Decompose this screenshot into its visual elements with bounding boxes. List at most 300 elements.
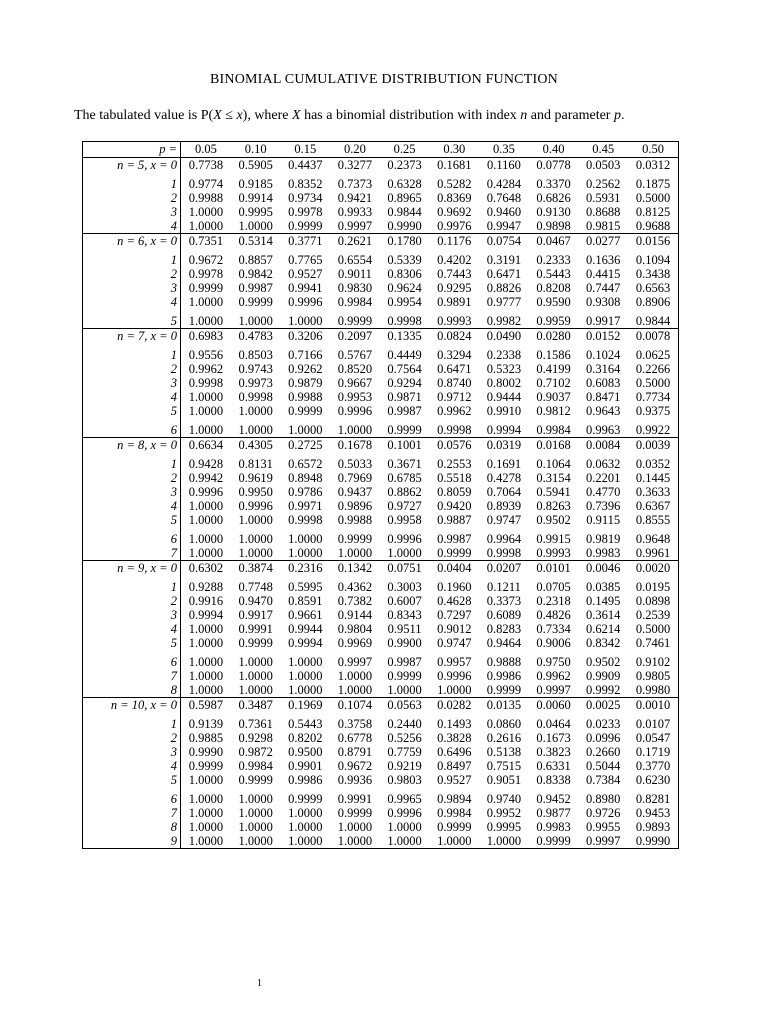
table-cell: 0.9750 (536, 654, 571, 669)
table-cell: 0.9999 (387, 422, 422, 437)
table-cell: 1.0000 (387, 545, 422, 560)
row-label: 1 (83, 172, 181, 191)
table-cell: 0.9996 (337, 403, 373, 418)
table-cell: 0.9991 (238, 621, 273, 636)
table-cell: 0.9891 (437, 294, 472, 309)
table-cell: 1.0000 (238, 531, 273, 546)
table-cell: 0.7102 (536, 375, 571, 390)
table-cell: 0.9740 (486, 791, 522, 806)
table-cell: 0.9965 (387, 791, 422, 806)
table-cell: 0.9844 (635, 313, 671, 328)
table-row (83, 172, 679, 191)
table-cell: 1.0000 (238, 422, 273, 437)
table-cell: 0.7064 (486, 484, 522, 499)
table-cell: 0.7396 (586, 498, 621, 513)
header-p-value: 0.35 (479, 142, 529, 158)
table-cell: 0.9777 (486, 294, 522, 309)
table-cell: 0.9896 (337, 498, 373, 513)
table-cell: 0.3003 (387, 579, 422, 594)
row-label: 5 (83, 773, 181, 787)
table-cell: 1.0000 (288, 545, 323, 560)
table-cell: 0.0705 (536, 579, 571, 594)
row-label: 3 (83, 485, 181, 499)
table-row (83, 622, 679, 636)
table-cell: 0.7738 (181, 158, 231, 173)
table-row (83, 390, 679, 404)
table-cell: 0.6554 (337, 252, 373, 267)
table-cell: 0.0195 (635, 579, 671, 594)
table-cell: 0.3823 (536, 744, 571, 759)
table-cell: 0.9898 (536, 218, 571, 233)
table-cell: 0.9922 (635, 422, 671, 437)
table-cell: 0.0754 (479, 234, 529, 249)
table-cell: 0.1094 (635, 252, 671, 267)
table-cell: 1.0000 (330, 834, 380, 849)
table-cell: 0.9987 (387, 403, 422, 418)
table-cell: 0.9997 (337, 218, 373, 233)
table-cell: 1.0000 (188, 422, 224, 437)
table-cell: 0.3294 (437, 347, 472, 362)
table-cell: 0.0025 (578, 698, 628, 713)
table-cell: 0.0282 (429, 698, 479, 713)
table-cell: 0.9887 (437, 512, 472, 527)
intro-part6: . (620, 108, 625, 123)
table-cell: 0.9747 (437, 635, 472, 650)
table-cell: 0.9803 (387, 772, 422, 787)
table-cell: 0.9988 (288, 389, 323, 404)
table-cell: 0.6563 (635, 280, 671, 295)
table-cell: 0.2616 (486, 730, 522, 745)
table-cell: 0.1176 (429, 234, 479, 249)
table-cell: 0.7515 (486, 758, 522, 773)
table-cell: 1.0000 (188, 531, 224, 546)
table-cell: 0.0101 (529, 561, 579, 576)
table-cell: 0.3828 (437, 730, 472, 745)
intro-part2: ≤ (221, 108, 237, 123)
table-row (83, 773, 679, 787)
table-cell: 0.0860 (486, 716, 522, 731)
table-cell: 0.8343 (387, 607, 422, 622)
table-cell: 0.8352 (288, 176, 323, 191)
table-cell: 0.9988 (337, 512, 373, 527)
table-cell: 0.0385 (586, 579, 621, 594)
table-cell: 0.4199 (536, 361, 571, 376)
table-cell: 0.5000 (635, 375, 671, 390)
table-cell: 0.9997 (536, 682, 571, 697)
table-cell: 0.8471 (586, 389, 621, 404)
row-label: 3 (83, 745, 181, 759)
table-cell: 0.9999 (529, 834, 579, 849)
table-row (83, 485, 679, 499)
intro-part1: The tabulated value is P( (74, 108, 214, 123)
table-cell: 0.9804 (337, 621, 373, 636)
table-cell: 0.1211 (486, 579, 521, 594)
table-cell: 0.0404 (429, 561, 479, 576)
table-cell: 0.6634 (181, 438, 231, 453)
intro-var-X: X (213, 108, 222, 123)
table-cell: 0.0078 (628, 329, 678, 344)
table-cell: 0.0277 (578, 234, 628, 249)
header-p-value: 0.20 (330, 142, 380, 158)
table-cell: 0.9051 (486, 772, 522, 787)
table-cell: 0.6778 (337, 730, 373, 745)
table-cell: 1.0000 (280, 834, 330, 849)
table-cell: 0.1493 (437, 716, 472, 731)
table-row (83, 438, 679, 453)
table-row (83, 683, 679, 698)
table-cell: 0.6083 (586, 375, 621, 390)
table-cell: 0.6826 (536, 190, 571, 205)
table-cell: 1.0000 (288, 313, 323, 328)
table-cell: 0.4449 (387, 347, 422, 362)
table-cell: 0.9812 (536, 403, 571, 418)
row-label: 7 (83, 546, 181, 561)
table-cell: 0.9774 (188, 176, 224, 191)
table-cell: 1.0000 (437, 682, 472, 697)
row-label: 1 (83, 712, 181, 731)
table-cell: 0.9672 (337, 758, 373, 773)
table-cell: 0.9999 (238, 635, 273, 650)
table-cell: 0.8939 (486, 498, 522, 513)
table-cell: 0.3770 (635, 758, 671, 773)
table-cell: 0.3277 (330, 158, 380, 173)
table-cell: 0.9994 (188, 607, 224, 622)
table-cell: 1.0000 (387, 819, 422, 834)
table-cell: 0.9786 (288, 484, 323, 499)
table-cell: 0.4628 (437, 593, 472, 608)
table-cell: 0.9917 (238, 607, 273, 622)
table-cell: 0.9421 (337, 190, 373, 205)
table-cell: 1.0000 (288, 654, 323, 669)
table-cell: 0.9037 (536, 389, 571, 404)
table-cell: 0.9986 (486, 668, 522, 683)
table-cell: 0.1678 (330, 438, 380, 453)
table-cell: 0.1024 (586, 347, 621, 362)
table-cell: 0.5518 (437, 470, 472, 485)
row-label: 4 (83, 390, 181, 404)
header-row (83, 142, 679, 158)
table-cell: 0.0751 (380, 561, 430, 576)
row-label: n = 8, x = 0 (83, 438, 181, 453)
table-cell: 0.9288 (188, 579, 224, 594)
table-cell: 0.9997 (337, 654, 373, 669)
header-p-value: 0.25 (380, 142, 430, 158)
row-label: 8 (83, 820, 181, 834)
table-cell: 0.9914 (238, 190, 273, 205)
table-cell: 0.2660 (586, 744, 621, 759)
table-row (83, 267, 679, 281)
table-cell: 0.9842 (238, 266, 273, 281)
table-cell: 0.8263 (536, 498, 571, 513)
table-cell: 0.9987 (437, 531, 472, 546)
row-label: 4 (83, 219, 181, 234)
table-cell: 0.9999 (188, 280, 224, 295)
table-cell: 0.9805 (635, 668, 671, 683)
table-cell: 1.0000 (188, 654, 224, 669)
table-cell: 0.9984 (536, 422, 571, 437)
table-cell: 0.7765 (288, 252, 323, 267)
table-cell: 0.1719 (635, 744, 671, 759)
table-cell: 1.0000 (188, 819, 224, 834)
table-cell: 0.5000 (635, 621, 671, 636)
table-cell: 0.9978 (188, 266, 224, 281)
table-cell: 0.9997 (578, 834, 628, 849)
table-cell: 0.9452 (536, 791, 571, 806)
row-label: 1 (83, 452, 181, 471)
table-cell: 0.7748 (238, 579, 273, 594)
table-cell: 0.8306 (387, 266, 422, 281)
table-cell: 1.0000 (188, 498, 224, 513)
table-cell: 0.9375 (635, 403, 671, 418)
table-cell: 0.9994 (288, 635, 323, 650)
table-cell: 0.0280 (529, 329, 579, 344)
table-row (83, 471, 679, 485)
table-cell: 0.1673 (536, 730, 571, 745)
table-cell: 0.9962 (437, 403, 472, 418)
table-cell: 0.6230 (635, 772, 671, 787)
table-cell: 0.9936 (337, 772, 373, 787)
table-cell: 1.0000 (337, 668, 373, 683)
table-cell: 0.9980 (635, 682, 671, 697)
table-cell: 1.0000 (337, 819, 373, 834)
table-row (83, 158, 679, 173)
row-label: 6 (83, 418, 181, 438)
table-cell: 0.8059 (437, 484, 472, 499)
table-cell: 0.9115 (586, 512, 621, 527)
row-label: 6 (83, 527, 181, 546)
table-cell: 1.0000 (188, 668, 224, 683)
table-row (83, 404, 679, 418)
table-cell: 0.9734 (288, 190, 323, 205)
row-label: 2 (83, 267, 181, 281)
table-cell: 0.9643 (586, 403, 621, 418)
table-cell: 0.9877 (536, 805, 571, 820)
row-label: 4 (83, 622, 181, 636)
row-label: 5 (83, 513, 181, 527)
table-cell: 0.9984 (337, 294, 373, 309)
table-cell: 0.9995 (238, 204, 273, 219)
table-cell: 1.0000 (238, 682, 273, 697)
table-cell: 0.9990 (628, 834, 678, 849)
table-cell: 0.0046 (578, 561, 628, 576)
table-cell: 1.0000 (181, 834, 231, 849)
table-cell: 0.5443 (288, 716, 323, 731)
table-cell: 0.9420 (437, 498, 472, 513)
table-cell: 0.9952 (486, 805, 522, 820)
table-cell: 0.9996 (437, 668, 472, 683)
table-cell: 0.8965 (387, 190, 422, 205)
row-label: 2 (83, 731, 181, 745)
intro-part4: has a binomial distribution with index (300, 108, 521, 123)
table-cell: 0.7461 (635, 635, 671, 650)
table-cell: 0.9692 (437, 204, 472, 219)
table-cell: 1.0000 (188, 805, 224, 820)
row-label: n = 7, x = 0 (83, 329, 181, 344)
table-cell: 0.9500 (288, 744, 323, 759)
table-row (83, 608, 679, 622)
table-cell: 0.9999 (337, 531, 373, 546)
table-row (83, 669, 679, 683)
table-cell: 0.0084 (578, 438, 628, 453)
table-cell: 0.2318 (536, 593, 571, 608)
table-cell: 0.5443 (536, 266, 571, 281)
table-row (83, 362, 679, 376)
table-cell: 0.0503 (578, 158, 628, 173)
table-cell: 0.3370 (536, 176, 571, 191)
table-cell: 0.9527 (288, 266, 323, 281)
table-cell: 0.3206 (280, 329, 330, 344)
table-cell: 0.4362 (337, 579, 373, 594)
table-cell: 1.0000 (288, 819, 323, 834)
table-cell: 0.9998 (387, 313, 422, 328)
row-label: n = 10, x = 0 (83, 698, 181, 713)
table-cell: 0.9999 (486, 682, 522, 697)
table-cell: 0.7443 (437, 266, 472, 281)
table-cell: 0.5941 (536, 484, 571, 499)
table-cell: 0.9185 (238, 176, 273, 191)
table-cell: 0.9984 (238, 758, 273, 773)
row-label: 3 (83, 376, 181, 390)
row-label: 3 (83, 205, 181, 219)
table-cell: 0.0233 (586, 716, 621, 731)
table-cell: 0.0576 (429, 438, 479, 453)
table-cell: 0.9954 (387, 294, 422, 309)
table-cell: 0.9667 (337, 375, 373, 390)
binomial-cdf-table (82, 141, 679, 849)
table-cell: 0.9815 (586, 218, 621, 233)
table-cell: 0.9893 (635, 819, 671, 834)
table-cell: 0.8520 (337, 361, 373, 376)
table-cell: 0.9963 (586, 422, 621, 437)
table-cell: 0.9624 (387, 280, 422, 295)
table-cell: 0.9998 (188, 375, 224, 390)
table-cell: 0.9999 (288, 403, 323, 418)
table-cell: 0.9437 (337, 484, 373, 499)
table-cell: 0.0464 (536, 716, 571, 731)
row-label: 9 (83, 834, 181, 849)
row-label: n = 6, x = 0 (83, 234, 181, 249)
table-cell: 0.9006 (536, 635, 571, 650)
table-row (83, 452, 679, 471)
table-cell: 0.9294 (387, 375, 422, 390)
table-cell: 0.9102 (635, 654, 671, 669)
row-label: 6 (83, 650, 181, 669)
table-cell: 0.9962 (536, 668, 571, 683)
table-cell: 0.5138 (486, 744, 522, 759)
table-cell: 0.9998 (238, 389, 273, 404)
table-cell: 0.9983 (536, 819, 571, 834)
table-cell: 0.0824 (429, 329, 479, 344)
table-row (83, 834, 679, 849)
table-row (83, 513, 679, 527)
row-label: 2 (83, 594, 181, 608)
table-cell: 0.9894 (437, 791, 472, 806)
table-cell: 0.2266 (635, 361, 671, 376)
table-cell: 0.8906 (635, 294, 671, 309)
table-cell: 0.7734 (635, 389, 671, 404)
table-row (83, 787, 679, 806)
table-cell: 0.9969 (337, 635, 373, 650)
table-row (83, 527, 679, 546)
table-cell: 0.9993 (437, 313, 472, 328)
table-cell: 1.0000 (188, 791, 224, 806)
table-row (83, 561, 679, 576)
table-body (83, 142, 679, 849)
table-cell: 0.0207 (479, 561, 529, 576)
table-cell: 0.0563 (380, 698, 430, 713)
table-cell: 0.5987 (181, 698, 231, 713)
table-cell: 0.9295 (437, 280, 472, 295)
table-cell: 0.9661 (288, 607, 323, 622)
table-cell: 0.8342 (586, 635, 621, 650)
table-cell: 0.9999 (238, 772, 273, 787)
table-cell: 1.0000 (188, 621, 224, 636)
table-row (83, 295, 679, 309)
table-cell: 0.3438 (635, 266, 671, 281)
table-cell: 0.9910 (486, 403, 522, 418)
table-cell: 0.9944 (288, 621, 323, 636)
table-cell: 0.0352 (635, 456, 671, 471)
table-cell: 0.9996 (288, 294, 323, 309)
table-cell: 0.4415 (586, 266, 621, 281)
table-cell: 1.0000 (238, 403, 273, 418)
intro-var-n: n (520, 108, 528, 123)
table-cell: 0.3191 (486, 252, 522, 267)
table-cell: 0.9298 (238, 730, 273, 745)
table-cell: 0.4284 (486, 176, 522, 191)
table-cell: 0.8125 (635, 204, 671, 219)
table-cell: 0.9983 (586, 545, 621, 560)
table-cell: 0.0060 (529, 698, 579, 713)
table-cell: 0.9976 (437, 218, 472, 233)
table-row (83, 820, 679, 834)
table-cell: 0.0135 (479, 698, 529, 713)
table-cell: 0.9942 (188, 470, 224, 485)
table-row (83, 698, 679, 713)
table-cell: 0.9453 (635, 805, 671, 820)
table-cell: 0.9885 (188, 730, 224, 745)
table-cell: 1.0000 (238, 819, 273, 834)
table-cell: 0.9712 (437, 389, 472, 404)
table-cell: 0.9962 (188, 361, 224, 376)
table-cell: 0.6572 (288, 456, 323, 471)
table-cell: 1.0000 (188, 403, 224, 418)
header-p-value: 0.50 (628, 142, 678, 158)
table-cell: 0.9308 (586, 294, 621, 309)
table-cell: 0.7564 (387, 361, 422, 376)
table-cell: 0.9950 (238, 484, 273, 499)
row-label: 3 (83, 281, 181, 295)
header-p-value: 0.45 (578, 142, 628, 158)
table-cell: 0.9999 (437, 545, 472, 560)
table-cell: 0.6367 (635, 498, 671, 513)
table-cell: 0.8202 (288, 730, 323, 745)
table-cell: 0.9727 (387, 498, 422, 513)
table-cell: 0.3614 (586, 607, 621, 622)
table-cell: 1.0000 (188, 682, 224, 697)
table-cell: 0.5339 (387, 252, 422, 267)
intro-var-x: x (236, 108, 243, 123)
table-row (83, 376, 679, 390)
table-cell: 0.1074 (330, 698, 380, 713)
table-cell: 0.4826 (536, 607, 571, 622)
table-row (83, 309, 679, 329)
table-cell: 0.7759 (387, 744, 422, 759)
table-cell: 0.8002 (486, 375, 522, 390)
table-cell: 0.9996 (238, 498, 273, 513)
table-cell: 0.5044 (586, 758, 621, 773)
table-cell: 0.9743 (238, 361, 273, 376)
